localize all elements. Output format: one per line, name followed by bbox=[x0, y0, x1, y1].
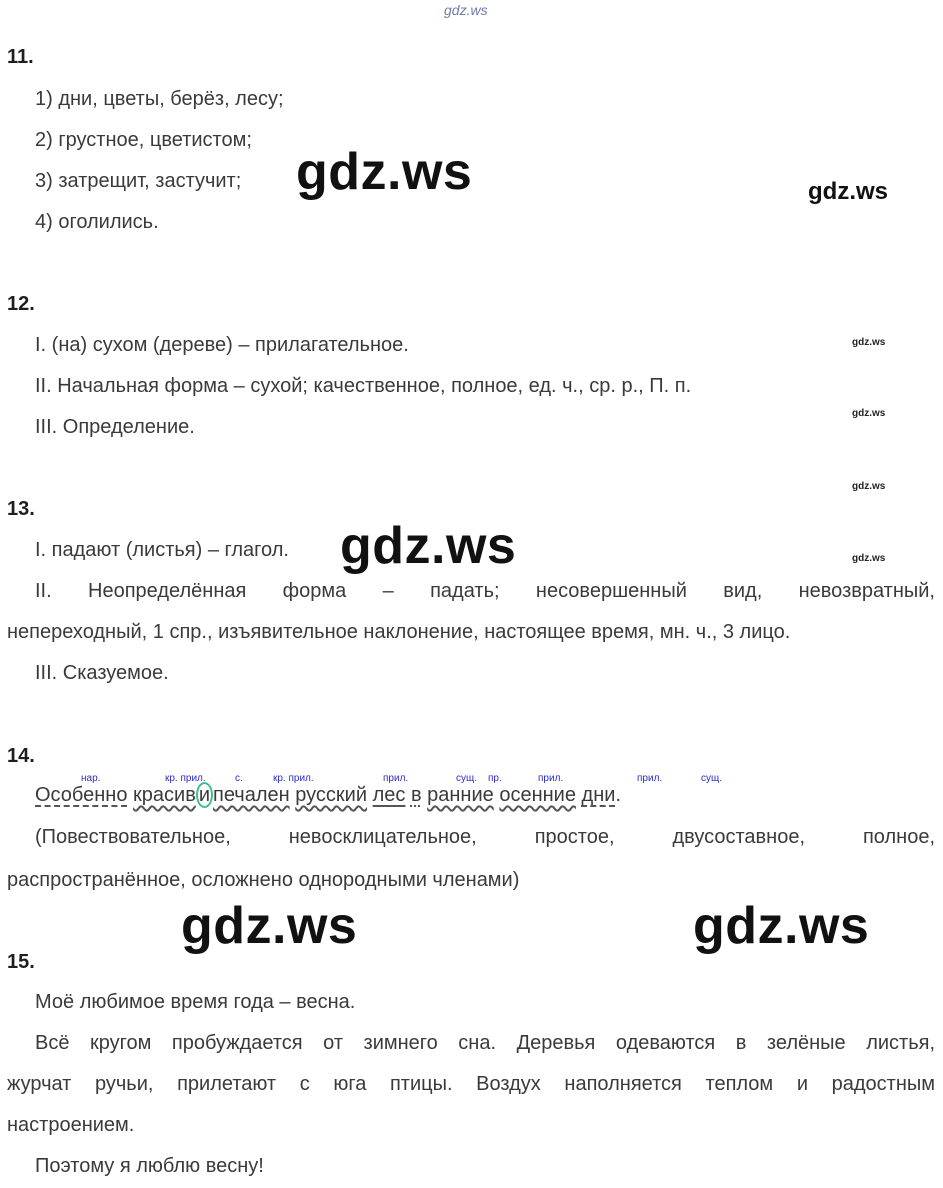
pos-label-conjunction: с. bbox=[235, 773, 243, 784]
pos-label-preposition: пр. bbox=[488, 773, 502, 784]
ex11-line-1: 1) дни, цветы, берёз, лесу; bbox=[35, 88, 284, 110]
pos-label-adjective: прил. bbox=[637, 773, 663, 784]
watermark-small: gdz.ws bbox=[852, 481, 886, 492]
ex14-sentence bbox=[35, 782, 621, 808]
pos-label-short-adjective: кр. прил. bbox=[273, 773, 314, 784]
watermark-small: gdz.ws bbox=[852, 408, 886, 419]
word-russkiy: русский bbox=[295, 784, 368, 806]
ex11-line-2: 2) грустное, цветистом; bbox=[35, 129, 252, 151]
watermark-small: gdz.ws bbox=[852, 337, 886, 348]
watermark-large: gdz.ws bbox=[693, 897, 870, 955]
ex11-line-3: 3) затрещит, застучит; bbox=[35, 170, 242, 192]
ex14-line-3: распространённое, осложнено однородными членами) bbox=[7, 869, 520, 891]
exercise-13-number: 13. bbox=[7, 498, 35, 520]
word-v: в bbox=[410, 784, 422, 806]
ex15-line-4: настроением. bbox=[7, 1114, 135, 1136]
ex15-line-1: Моё любимое время года – весна. bbox=[35, 991, 356, 1013]
word-rannie: ранние bbox=[427, 784, 494, 806]
ex12-line-2: II. Начальная форма – сухой; качественное, полное, ед. ч., ср. р., П. п. bbox=[35, 375, 692, 397]
ex11-line-4: 4) оголились. bbox=[35, 211, 159, 233]
sentence-period: . bbox=[615, 784, 621, 806]
ex12-line-3: III. Определение. bbox=[35, 416, 195, 438]
word-i-circled: и bbox=[196, 782, 213, 808]
ex15-line-3: журчат ручьи, прилетают с юга птицы. Воздух наполняется теплом и радостным bbox=[7, 1073, 935, 1095]
exercise-12-number: 12. bbox=[7, 293, 35, 315]
ex13-line-4: III. Сказуемое. bbox=[35, 662, 169, 684]
pos-label-noun: сущ. bbox=[701, 773, 723, 784]
word-osobenno: Особенно bbox=[35, 784, 128, 806]
pos-label-short-adjective: кр. прил. bbox=[165, 773, 206, 784]
ex13-line-2: II. Неопределённая форма – падать; несовершенный вид, невозвратный, bbox=[35, 580, 935, 602]
word-dni: дни bbox=[581, 784, 616, 806]
word-pechalen: печален bbox=[213, 784, 290, 806]
ex15-line-5: Поэтому я люблю весну! bbox=[35, 1155, 264, 1177]
ex13-line-1: I. падают (листья) – глагол. bbox=[35, 539, 289, 561]
exercise-14-number: 14. bbox=[7, 745, 35, 767]
ex13-line-3: непереходный, 1 спр., изъявительное наклонение, настоящее время, мн. ч., 3 лицо. bbox=[7, 621, 791, 643]
pos-label-adjective: прил. bbox=[538, 773, 564, 784]
watermark-small: gdz.ws bbox=[852, 553, 886, 564]
ex12-line-1: I. (на) сухом (дереве) – прилагательное. bbox=[35, 334, 409, 356]
word-krasiv: красив bbox=[133, 784, 196, 806]
watermark-top: gdz.ws bbox=[444, 2, 488, 18]
pos-label-adverb: нар. bbox=[81, 773, 101, 784]
word-les: лес bbox=[372, 784, 406, 806]
watermark-medium: gdz.ws bbox=[808, 178, 889, 205]
watermark-large: gdz.ws bbox=[296, 143, 473, 201]
ex14-line-2: (Повествовательное, невосклицательное, простое, двусоставное, полное, bbox=[35, 826, 935, 848]
watermark-large: gdz.ws bbox=[340, 517, 517, 575]
watermark-large: gdz.ws bbox=[181, 897, 358, 955]
pos-label-noun: сущ. bbox=[456, 773, 478, 784]
exercise-15-number: 15. bbox=[7, 951, 35, 973]
pos-label-adjective: прил. bbox=[383, 773, 409, 784]
ex15-line-2: Всё кругом пробуждается от зимнего сна. Деревья одеваются в зелёные листья, bbox=[35, 1032, 935, 1054]
exercise-11-number: 11. bbox=[7, 46, 34, 68]
word-osennie: осенние bbox=[499, 784, 576, 806]
